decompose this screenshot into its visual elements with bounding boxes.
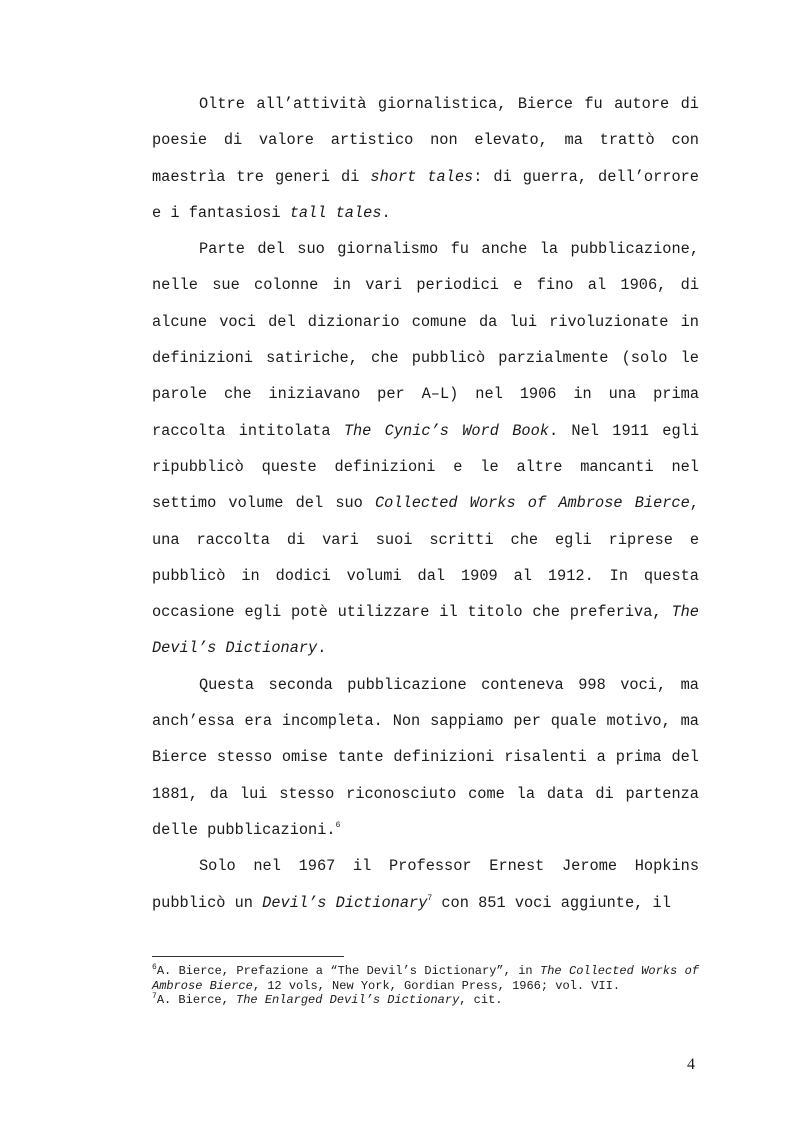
italic-term: short tales xyxy=(370,167,474,186)
paragraph-text: Questa seconda pubblicazione conteneva 998 voci, ma anch’essa era incompleta. Non sappiamo per quale motivo, ma Bierce stesso omise tante definizioni risalenti a prima del 1881, da lui stesso riconosciuto come la data di partenza delle pubblicazioni. xyxy=(152,675,699,839)
italic-title: Collected Works of Ambrose Bierce xyxy=(375,494,690,513)
paragraph-text: , una raccolta di vari suoi scritti che egli riprese e pubblicò in dodici volumi dal 1909 al 1912. In questa occasione egli potè utilizzare il titolo che preferiva, xyxy=(152,494,699,622)
footnote-ref[interactable]: 7 xyxy=(427,893,433,903)
footnote-italic: The Enlarged Devil’s Dictionary xyxy=(236,993,460,1007)
italic-term: tall tales xyxy=(289,203,382,222)
footnote-text: , cit. xyxy=(459,993,503,1007)
footnote-6 xyxy=(152,964,699,993)
paragraph-text: con 851 voci aggiunte, il xyxy=(432,893,671,912)
footnote-italic: The Collected Works of Ambrose Bierce xyxy=(152,964,699,993)
footnote-text: A. Bierce, xyxy=(156,993,237,1007)
footnote-number: 7 xyxy=(152,992,157,1001)
footnote-number: 6 xyxy=(152,963,157,972)
paragraph-2 xyxy=(152,231,699,667)
paragraph-text: Parte del suo giornalismo fu anche la pubblicazione, nelle sue colonne in vari periodici e fino al 1906, di alcune voci del dizionario comune da lui rivoluzionate in definizioni satiriche, che pubblicò parzialmente (solo le parole che iniziavano per A–L) nel 1906 in una prima raccolta intitolata xyxy=(152,240,699,440)
italic-title: The Cynic’s Word Book xyxy=(343,421,549,440)
paragraph-text: Oltre all’attività giornalistica, Bierce fu autore di poesie di valore artistico non elevato, ma trattò con maestrìa tre generi di xyxy=(152,95,699,186)
paragraph-text: . Nel 1911 egli ripubblicò queste definizioni e le altre mancanti nel settimo volume del suo xyxy=(152,421,699,513)
page-number: 4 xyxy=(687,1056,695,1073)
footnote-text: , 12 vols, New York, Gordian Press, 1966; vol. VII. xyxy=(252,978,621,993)
paragraph-4 xyxy=(152,848,699,921)
body-text xyxy=(152,86,699,921)
footnote-7 xyxy=(152,993,699,1008)
paragraph-1 xyxy=(152,86,699,231)
paragraph-3 xyxy=(152,667,699,848)
italic-title: The Devil’s Dictionary xyxy=(152,603,699,658)
footnote-separator xyxy=(152,956,344,957)
italic-title: Devil’s Dictionary xyxy=(262,893,428,912)
paragraph-text: : di guerra, dell’orrore e i fantasiosi xyxy=(152,167,699,222)
paragraph-text: . xyxy=(317,639,327,658)
paragraph-text: . xyxy=(381,203,391,222)
footnote-ref[interactable]: 6 xyxy=(335,820,341,830)
footnote-text: A. Bierce, Prefazione a “The Devil’s Dictionary”, in xyxy=(156,964,540,978)
footnotes xyxy=(152,964,699,1008)
paragraph-text: Solo nel 1967 il Professor Ernest Jerome Hopkins pubblicò un xyxy=(152,857,699,912)
